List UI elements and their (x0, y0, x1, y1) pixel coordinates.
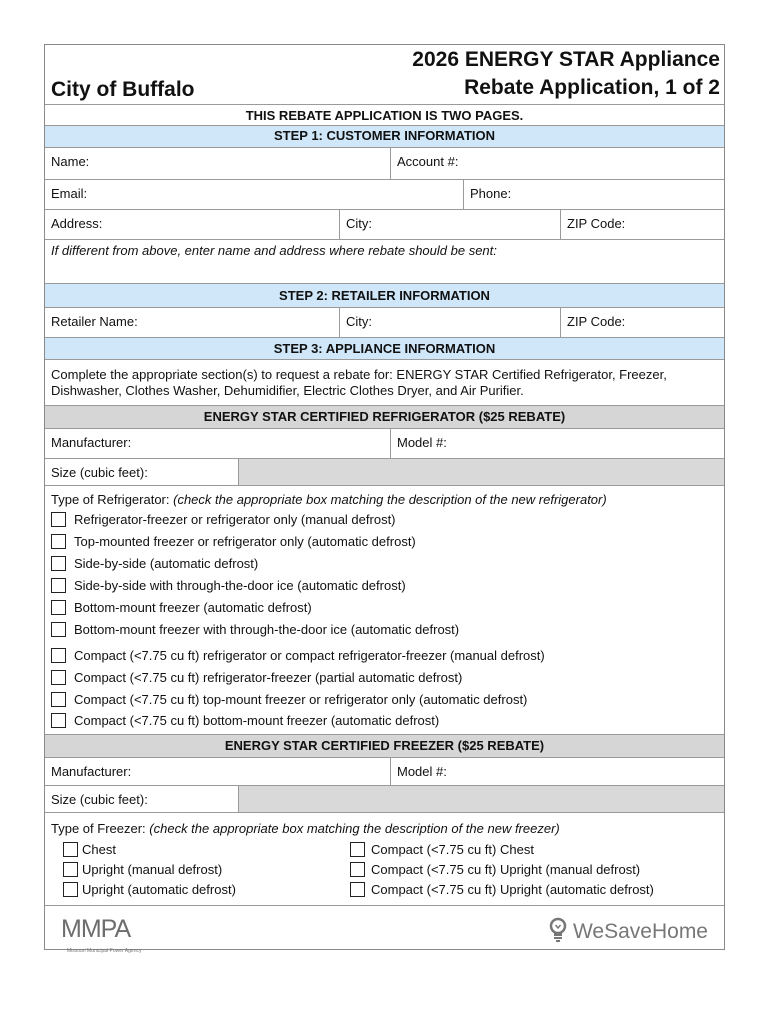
freezer-type-label: Type of Freezer: (51, 821, 146, 836)
form-title-line1: 2026 ENERGY STAR Appliance (412, 48, 720, 71)
account-field[interactable] (390, 148, 724, 179)
phone-field[interactable] (463, 180, 724, 209)
fridge-manufacturer-label: Manufacturer: (51, 435, 132, 450)
address-label: Address: (51, 216, 103, 231)
city-label: City: (346, 216, 372, 231)
lightbulb-icon (549, 917, 567, 943)
email-field[interactable] (45, 180, 463, 209)
refrigerator-header: ENERGY STAR CERTIFIED REFRIGERATOR ($25 REBATE) (45, 406, 724, 429)
retailer-label: Retailer Name: (51, 314, 138, 329)
fridge-option[interactable]: Compact (<7.75 cu ft) refrigerator or compact refrigerator-freezer (manual defrost) (51, 648, 545, 663)
email-label: Email: (51, 186, 88, 201)
mmpa-logo (61, 915, 171, 954)
retailer-zip-label: ZIP Code: (567, 314, 626, 329)
retailer-name-field[interactable] (45, 308, 339, 337)
freezer-size-row (45, 786, 724, 813)
fridge-option[interactable]: Side-by-side with through-the-door ice (automatic defrost) (51, 578, 406, 593)
account-label: Account #: (397, 154, 459, 169)
freezer-size-field[interactable] (238, 786, 724, 812)
mmpa-logo-icon (61, 915, 171, 947)
freezer-option[interactable]: Upright (manual defrost) (63, 862, 222, 877)
retailer-city-label: City: (346, 314, 372, 329)
freezer-option[interactable]: Compact (<7.75 cu ft) Upright (manual defrost) (350, 862, 640, 877)
fridge-option[interactable]: Compact (<7.75 cu ft) refrigerator-freezer (partial automatic defrost) (51, 670, 462, 685)
address-row (45, 210, 724, 240)
checkbox[interactable] (63, 882, 78, 897)
checkbox[interactable] (350, 882, 365, 897)
fridge-mfr-row (45, 429, 724, 459)
fridge-size-field[interactable] (238, 459, 724, 485)
fridge-manufacturer-field[interactable] (45, 429, 390, 458)
zip-field[interactable] (560, 210, 724, 239)
name-field[interactable] (45, 148, 390, 179)
checkbox[interactable] (350, 842, 365, 857)
checkbox[interactable] (51, 534, 66, 549)
step3-intro-line2: Dishwasher, Clothes Washer, Dehumidifier, Electric Clothes Dryer, and Air Purifier. (51, 383, 524, 398)
freezer-type-heading (51, 821, 560, 836)
freezer-manufacturer-field[interactable] (45, 758, 390, 785)
fridge-option[interactable]: Refrigerator-freezer or refrigerator only (manual defrost) (51, 512, 396, 527)
fridge-model-label: Model #: (397, 435, 447, 450)
step3-intro-line1: Complete the appropriate section(s) to request a rebate for: ENERGY STAR Certified Refrigerator, Freezer, (51, 367, 667, 382)
name-label: Name: (51, 154, 90, 169)
fridge-type-heading (51, 492, 607, 507)
fridge-type-section (45, 486, 724, 735)
form-title-line2: Rebate Application, 1 of 2 (464, 76, 720, 99)
fridge-type-label: Type of Refrigerator: (51, 492, 170, 507)
fridge-option[interactable]: Compact (<7.75 cu ft) top-mount freezer or refrigerator only (automatic defrost) (51, 692, 527, 707)
checkbox[interactable] (51, 556, 66, 571)
checkbox[interactable] (350, 862, 365, 877)
alt-address-label: If different from above, enter name and address where rebate should be sent: (51, 243, 497, 258)
freezer-option[interactable]: Upright (automatic defrost) (63, 882, 236, 897)
address-field[interactable] (45, 210, 339, 239)
freezer-mfr-row (45, 758, 724, 786)
fridge-type-hint: (check the appropriate box matching the description of the new refrigerator) (173, 492, 607, 507)
checkbox[interactable] (51, 600, 66, 615)
title-block (45, 45, 724, 105)
fridge-size-row (45, 459, 724, 486)
freezer-model-label: Model #: (397, 764, 447, 779)
rebate-form (44, 44, 725, 954)
checkbox[interactable] (63, 842, 78, 857)
city-title: City of Buffalo (51, 78, 195, 101)
city-field[interactable] (339, 210, 560, 239)
checkbox[interactable] (51, 512, 66, 527)
step3-header: STEP 3: APPLIANCE INFORMATION (45, 338, 724, 360)
fridge-size-label: Size (cubic feet): (51, 465, 148, 480)
fridge-option[interactable]: Bottom-mount freezer with through-the-door ice (automatic defrost) (51, 622, 459, 637)
alt-address-row[interactable] (45, 240, 724, 284)
checkbox[interactable] (63, 862, 78, 877)
fridge-model-field[interactable] (390, 429, 724, 458)
fridge-option[interactable]: Bottom-mount freezer (automatic defrost) (51, 600, 312, 615)
phone-label: Phone: (470, 186, 512, 201)
checkbox[interactable] (51, 713, 66, 728)
retailer-city-field[interactable] (339, 308, 560, 337)
freezer-type-hint: (check the appropriate box matching the description of the new freezer) (149, 821, 560, 836)
email-row (45, 180, 724, 210)
checkbox[interactable] (51, 670, 66, 685)
mmpa-sub: Missouri Municipal Power Agency (67, 948, 142, 954)
checkbox[interactable] (51, 648, 66, 663)
freezer-manufacturer-label: Manufacturer: (51, 764, 132, 779)
fridge-option[interactable]: Side-by-side (automatic defrost) (51, 556, 258, 571)
name-row (45, 148, 724, 180)
checkbox[interactable] (51, 622, 66, 637)
fridge-option[interactable]: Top-mounted freezer or refrigerator only (automatic defrost) (51, 534, 416, 549)
freezer-option[interactable]: Compact (<7.75 cu ft) Upright (automatic defrost) (350, 882, 654, 897)
step1-header: STEP 1: CUSTOMER INFORMATION (45, 126, 724, 148)
freezer-header: ENERGY STAR CERTIFIED FREEZER ($25 REBATE) (45, 735, 724, 758)
zip-label: ZIP Code: (567, 216, 626, 231)
fridge-option[interactable]: Compact (<7.75 cu ft) bottom-mount freezer (automatic defrost) (51, 713, 439, 728)
step3-intro (45, 360, 724, 406)
retailer-row (45, 308, 724, 338)
checkbox[interactable] (51, 692, 66, 707)
freezer-type-section (45, 813, 724, 906)
freezer-model-field[interactable] (390, 758, 724, 785)
wesavehome-text: WeSaveHome (572, 920, 708, 943)
svg-text:MMPA: MMPA (61, 915, 131, 943)
freezer-option[interactable]: Compact (<7.75 cu ft) Chest (350, 842, 534, 857)
two-page-notice: THIS REBATE APPLICATION IS TWO PAGES. (45, 105, 724, 126)
freezer-option[interactable]: Chest (63, 842, 116, 857)
checkbox[interactable] (51, 578, 66, 593)
wesavehome-logo (549, 917, 708, 944)
retailer-zip-field[interactable] (560, 308, 724, 337)
step2-header: STEP 2: RETAILER INFORMATION (45, 284, 724, 308)
freezer-size-label: Size (cubic feet): (51, 792, 148, 807)
